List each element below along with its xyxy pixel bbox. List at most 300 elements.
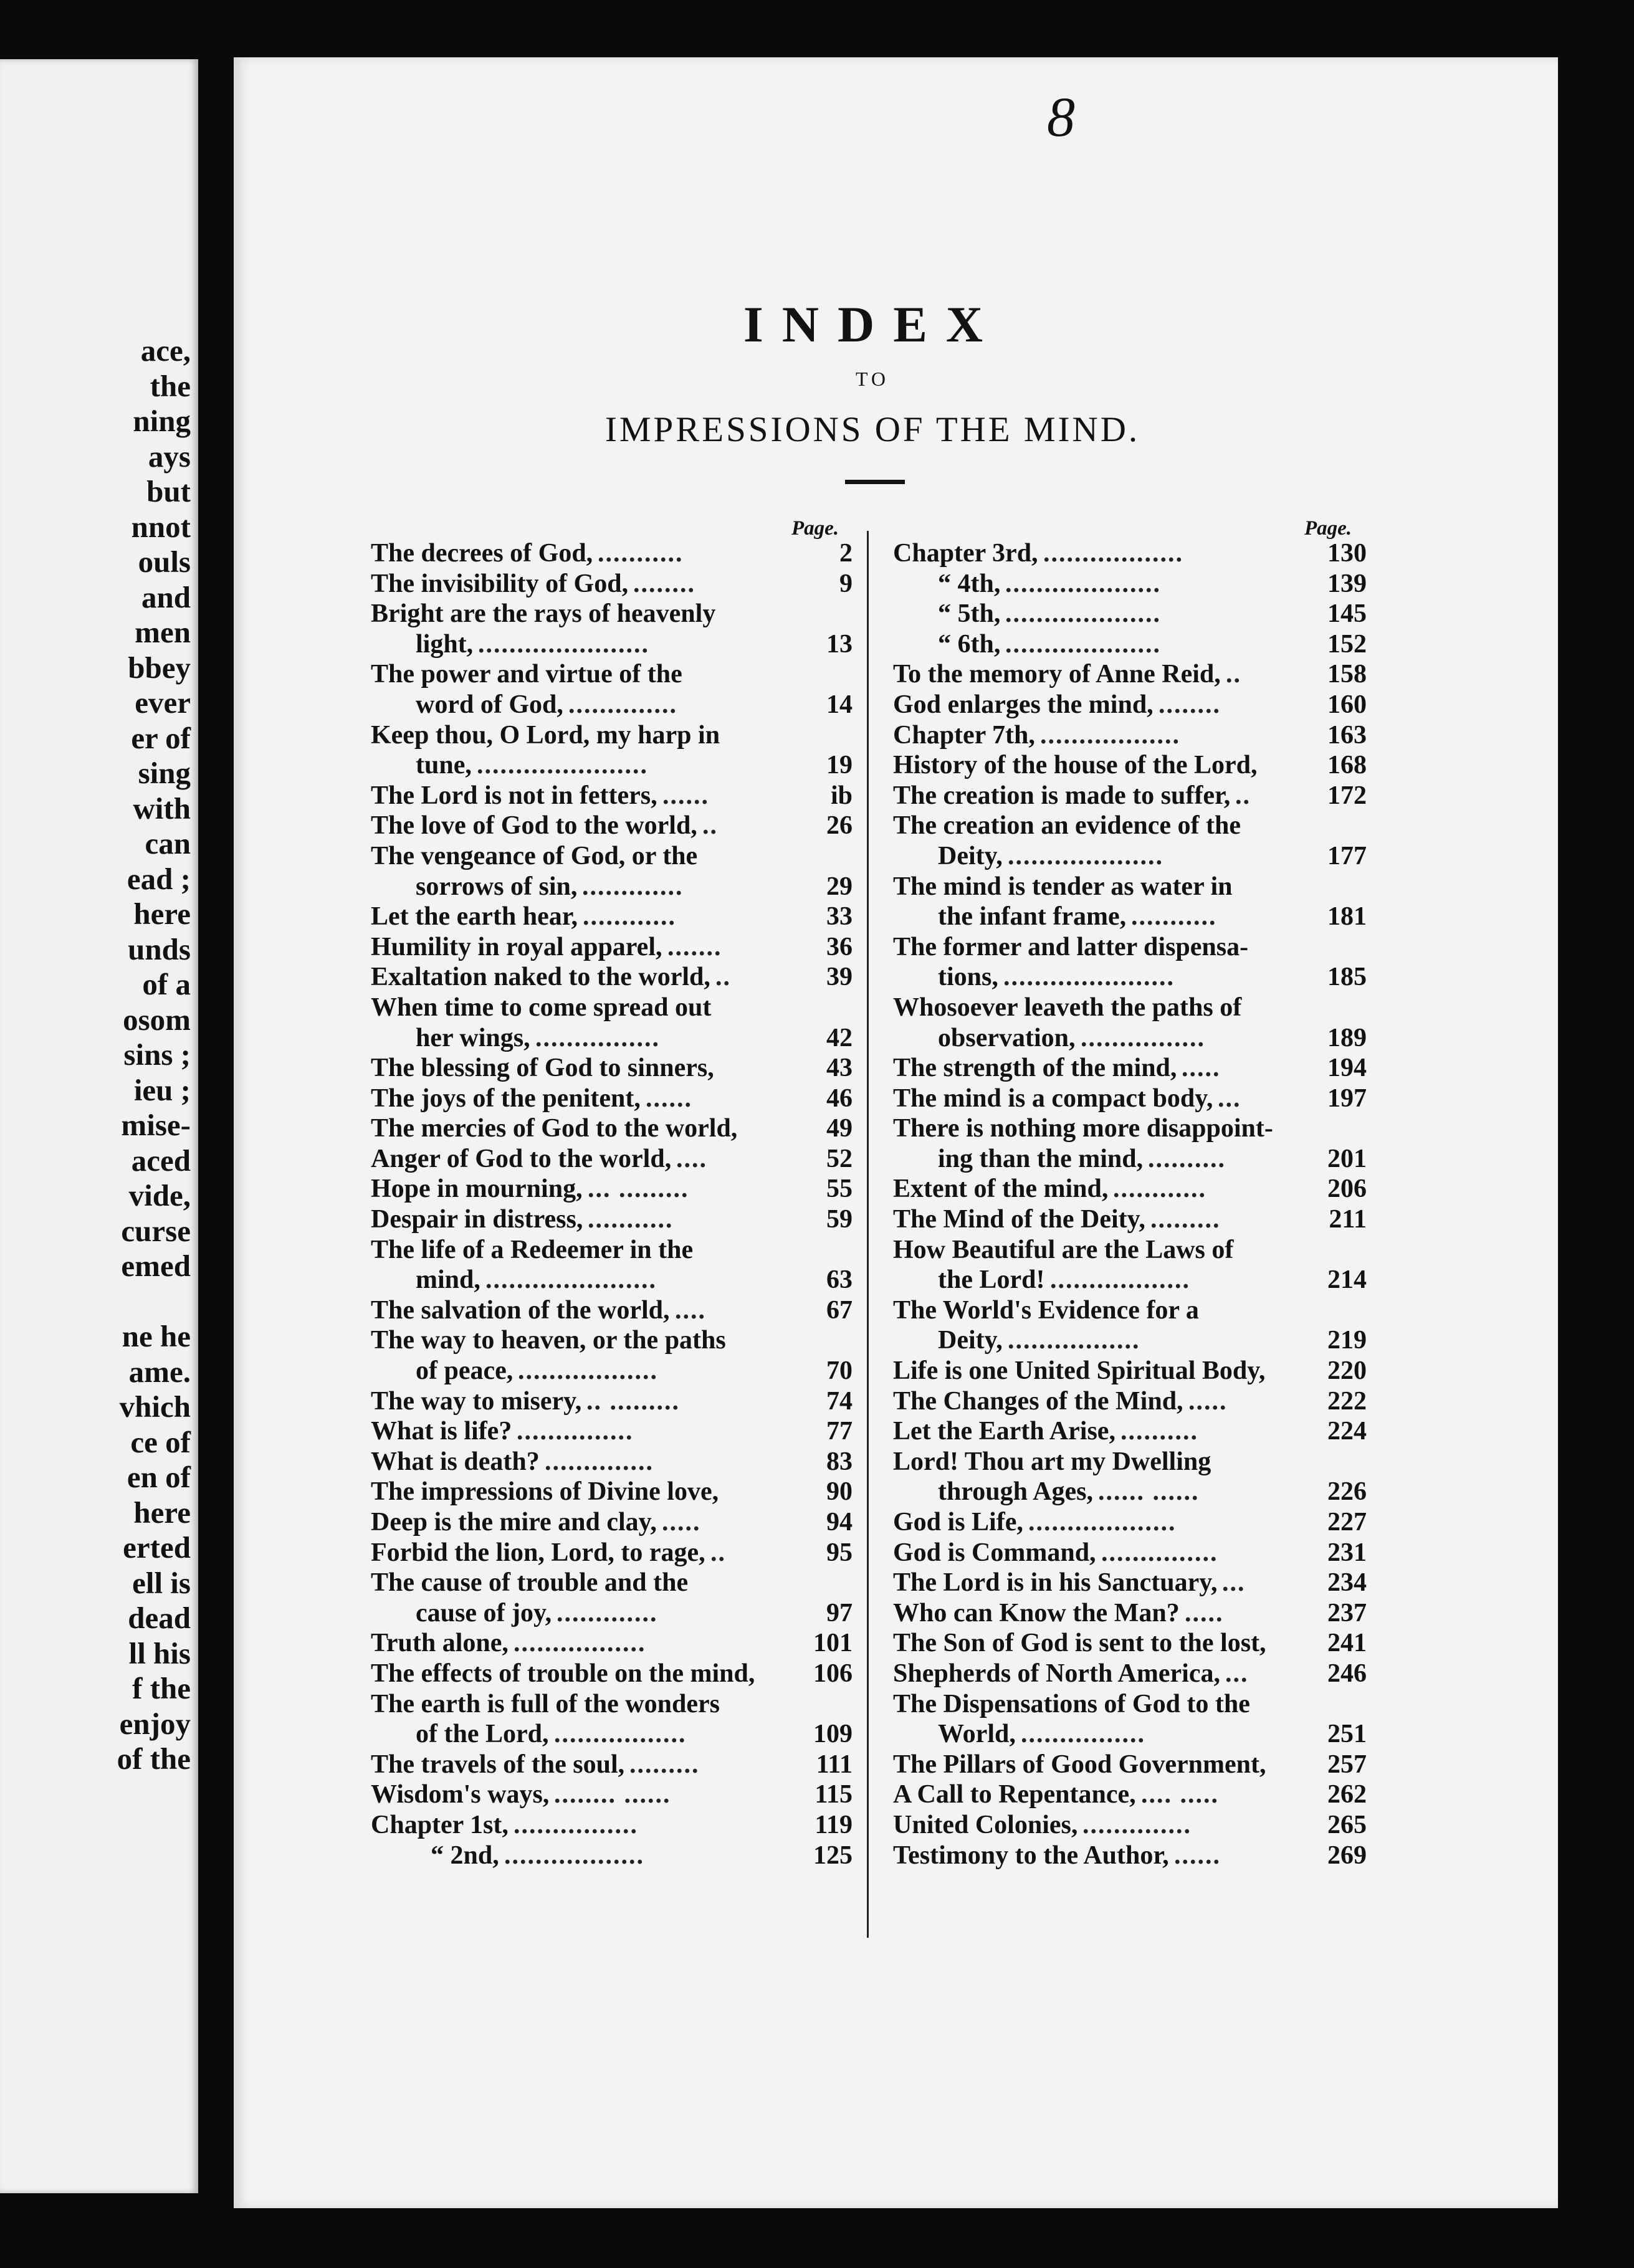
- index-entry: [893, 811, 1367, 841]
- entry-title: Truth alone,: [371, 1629, 509, 1658]
- entry-title: The Pillars of Good Government,: [893, 1750, 1266, 1779]
- index-entry: [893, 1204, 1367, 1235]
- entry-title: The earth is full of the wonders: [371, 1689, 720, 1718]
- entry-leader-dots: ...............: [517, 1417, 634, 1446]
- index-entry: [371, 1538, 853, 1568]
- entry-leader-dots: ..: [710, 1538, 726, 1567]
- entry-page-number: 241: [1327, 1629, 1367, 1658]
- entry-title: observation,: [938, 1023, 1076, 1052]
- index-entry: [893, 659, 1367, 690]
- entry-page-number: 234: [1327, 1568, 1367, 1598]
- index-entry: [371, 1841, 853, 1871]
- entry-title: sorrows of sin,: [416, 872, 578, 901]
- entry-page-number: 9: [839, 569, 853, 598]
- entry-page-number: 194: [1327, 1054, 1367, 1083]
- index-entry: [371, 1416, 853, 1447]
- index-entry: [893, 1386, 1367, 1417]
- entry-page-number: 237: [1327, 1598, 1367, 1627]
- entry-page-number: 13: [826, 629, 853, 659]
- entry-title: What is death?: [371, 1447, 540, 1476]
- entry-page-number: 83: [826, 1447, 853, 1476]
- facing-page-fragment: [0, 59, 198, 2193]
- entry-title: The vengeance of God, or the: [371, 841, 698, 870]
- entry-title: The creation an evidence of the: [893, 811, 1241, 841]
- entry-page-number: 43: [826, 1054, 853, 1083]
- entry-title: “ 4th,: [938, 569, 1001, 598]
- entry-title: The power and virtue of the: [371, 660, 682, 689]
- entry-leader-dots: .................: [554, 1720, 687, 1749]
- entry-leader-dots: .. .........: [586, 1386, 680, 1416]
- index-entry: [893, 841, 1367, 872]
- index-entry: [893, 1689, 1367, 1720]
- entry-page-number: 119: [815, 1810, 853, 1839]
- index-entry: [893, 1416, 1367, 1447]
- entry-leader-dots: .........: [629, 1750, 700, 1779]
- index-entry: [371, 1053, 853, 1084]
- index-entry: [371, 1204, 853, 1235]
- entry-title: The Dispensations of God to the: [893, 1689, 1250, 1718]
- index-entry: [371, 1810, 853, 1841]
- entry-leader-dots: ...: [1218, 1084, 1241, 1113]
- entry-page-number: 42: [826, 1023, 853, 1052]
- entry-title: Life is one United Spiritual Body,: [893, 1356, 1266, 1386]
- entry-page-number: 211: [1329, 1205, 1367, 1234]
- index-entry: [893, 1447, 1367, 1477]
- index-entry: [371, 538, 853, 569]
- entry-page-number: 214: [1327, 1265, 1367, 1295]
- entry-leader-dots: .............: [582, 872, 684, 901]
- entry-title: United Colonies,: [893, 1810, 1078, 1839]
- entry-leader-dots: .................: [1008, 1326, 1140, 1355]
- index-entry: [893, 1265, 1367, 1295]
- entry-title: Testimony to the Author,: [893, 1841, 1169, 1870]
- entry-leader-dots: ..: [702, 811, 718, 841]
- facing-page-line: ieu ;: [133, 1072, 191, 1107]
- index-entry: [371, 1235, 853, 1265]
- index-entry: [893, 538, 1367, 569]
- entry-leader-dots: ......................: [478, 629, 649, 659]
- entry-leader-dots: .............: [557, 1598, 658, 1627]
- entry-title: The impressions of Divine love,: [371, 1477, 719, 1507]
- index-entry: [893, 599, 1367, 629]
- facing-page-line: ace,: [140, 333, 191, 368]
- entry-title: When time to come spread out: [371, 993, 712, 1022]
- entry-leader-dots: .....: [662, 1508, 701, 1537]
- page-header-left: Page.: [791, 517, 839, 540]
- entry-title: How Beautiful are the Laws of: [893, 1235, 1234, 1264]
- entry-page-number: 265: [1327, 1810, 1367, 1839]
- index-entry: [371, 841, 853, 872]
- entry-title: Deity,: [938, 841, 1003, 870]
- index-entry: [371, 599, 853, 629]
- entry-page-number: 181: [1327, 902, 1367, 932]
- entry-page-number: 70: [826, 1356, 853, 1386]
- entry-title: word of God,: [416, 690, 563, 719]
- entry-title: of peace,: [416, 1356, 514, 1386]
- entry-page-number: 101: [813, 1629, 853, 1658]
- entry-page-number: 227: [1327, 1508, 1367, 1537]
- entry-leader-dots: ................: [1081, 1023, 1205, 1052]
- title-rule: [845, 480, 905, 484]
- entry-title: The way to misery,: [371, 1386, 582, 1416]
- entry-title: The cause of trouble and the: [371, 1568, 689, 1598]
- entry-page-number: 67: [826, 1295, 853, 1325]
- index-entry: [371, 1750, 853, 1780]
- index-entry: [893, 1053, 1367, 1084]
- facing-page-line: ning: [133, 404, 191, 438]
- entry-title: The creation is made to suffer,: [893, 781, 1231, 810]
- entry-page-number: 111: [816, 1750, 853, 1779]
- index-entry: [371, 811, 853, 841]
- facing-page-line: ever: [135, 685, 191, 720]
- facing-page-line: f the: [132, 1671, 191, 1705]
- facing-page-line: of the: [117, 1742, 191, 1776]
- entry-title: mind,: [416, 1265, 480, 1295]
- entry-leader-dots: ..................: [1050, 1265, 1190, 1295]
- facing-page-line: ne he: [122, 1319, 191, 1353]
- facing-page-line: sins ;: [123, 1037, 191, 1072]
- facing-page-line: can: [145, 826, 191, 860]
- entry-page-number: 14: [826, 690, 853, 719]
- entry-title: The mercies of God to the world,: [371, 1114, 738, 1143]
- facing-page-line: vhich: [119, 1389, 191, 1424]
- entry-title: ing than the mind,: [938, 1144, 1144, 1173]
- facing-page-line: en of: [127, 1460, 191, 1494]
- entry-title: Forbid the lion, Lord, to rage,: [371, 1538, 705, 1567]
- facing-page-line: enjoy: [119, 1706, 191, 1741]
- index-entry: [371, 962, 853, 993]
- index-entry: [893, 1477, 1367, 1507]
- entry-page-number: 158: [1327, 660, 1367, 689]
- entry-page-number: 130: [1327, 539, 1367, 568]
- facing-page-line: but: [146, 474, 191, 508]
- entry-title: Whosoever leaveth the paths of: [893, 993, 1242, 1022]
- index-entry: [893, 1023, 1367, 1054]
- entry-leader-dots: ........ ......: [554, 1780, 671, 1809]
- facing-page-line: ell is: [132, 1565, 191, 1600]
- index-entry: [371, 1568, 853, 1598]
- entry-page-number: 226: [1327, 1477, 1367, 1507]
- entry-title: God enlarges the mind,: [893, 690, 1154, 719]
- entry-leader-dots: ..............: [568, 690, 677, 719]
- index-entry: [893, 1144, 1367, 1174]
- entry-title: The Son of God is sent to the lost,: [893, 1629, 1266, 1658]
- entry-title: Let the earth hear,: [371, 902, 578, 932]
- index-entry: [893, 1507, 1367, 1538]
- entry-leader-dots: ..................: [1040, 720, 1180, 750]
- entry-leader-dots: ......: [1174, 1841, 1221, 1870]
- entry-leader-dots: ...............: [1101, 1538, 1218, 1567]
- index-entry: [893, 1295, 1367, 1326]
- index-entry: [371, 1659, 853, 1689]
- entry-title: Lord! Thou art my Dwelling: [893, 1447, 1211, 1476]
- index-entry: [893, 1356, 1367, 1386]
- index-entry: [371, 1507, 853, 1538]
- index-column-left: [371, 538, 853, 1870]
- entry-page-number: 52: [826, 1144, 853, 1173]
- index-entry: [893, 1719, 1367, 1750]
- entry-title: “ 5th,: [938, 599, 1001, 629]
- index-entry: [893, 629, 1367, 660]
- facing-page-line: ays: [148, 439, 191, 474]
- entry-leader-dots: .....: [1185, 1598, 1224, 1627]
- entry-leader-dots: .......: [667, 932, 722, 961]
- entry-page-number: 63: [826, 1265, 853, 1295]
- entry-page-number: 77: [826, 1417, 853, 1446]
- entry-title: A Call to Repentance,: [893, 1780, 1136, 1809]
- entry-page-number: 29: [826, 872, 853, 901]
- entry-title: The travels of the soul,: [371, 1750, 625, 1779]
- facing-page-line: aced: [131, 1143, 191, 1178]
- facing-page-line: ce of: [130, 1424, 191, 1459]
- index-entry: [893, 690, 1367, 720]
- index-entry: [893, 962, 1367, 993]
- entry-title: The life of a Redeemer in the: [371, 1235, 694, 1264]
- entry-title: Exaltation naked to the world,: [371, 963, 710, 992]
- entry-leader-dots: ................: [514, 1810, 638, 1839]
- index-entry: [893, 932, 1367, 963]
- index-entry: [371, 932, 853, 963]
- index-entry: [371, 1628, 853, 1659]
- entry-title: Hope in mourning,: [371, 1174, 583, 1204]
- entry-title: of the Lord,: [416, 1720, 549, 1749]
- facing-page-line: ead ;: [127, 861, 191, 896]
- book-subtitle: IMPRESSIONS OF THE MIND.: [604, 410, 1140, 449]
- entry-page-number: 46: [826, 1084, 853, 1113]
- entry-leader-dots: ..........: [1148, 1144, 1226, 1173]
- entry-page-number: 74: [826, 1386, 853, 1416]
- index-entry: [371, 1325, 853, 1356]
- entry-title: the infant frame,: [938, 902, 1127, 932]
- entry-title: Chapter 7th,: [893, 720, 1035, 750]
- index-entry: [371, 1113, 853, 1144]
- index-entry: [371, 1295, 853, 1326]
- index-entry: [893, 1810, 1367, 1841]
- entry-title: The Mind of the Deity,: [893, 1205, 1145, 1234]
- entry-leader-dots: ......: [646, 1084, 692, 1113]
- entry-page-number: 163: [1327, 720, 1367, 750]
- entry-page-number: 115: [815, 1780, 853, 1809]
- index-page: [234, 57, 1558, 2208]
- facing-page-line: the: [150, 368, 191, 403]
- index-entry: [893, 993, 1367, 1023]
- entry-page-number: 125: [813, 1841, 853, 1870]
- entry-leader-dots: ........: [633, 569, 695, 598]
- index-entry: [371, 1447, 853, 1477]
- entry-page-number: 246: [1327, 1659, 1367, 1688]
- facing-page-line: er of: [131, 720, 191, 755]
- entry-title: The love of God to the world,: [371, 811, 697, 841]
- page-number-mark: 8: [1047, 87, 1075, 148]
- entry-leader-dots: ..: [1235, 781, 1251, 810]
- index-entry: [371, 1084, 853, 1114]
- index-entry: [893, 1568, 1367, 1598]
- entry-leader-dots: .................: [514, 1629, 646, 1658]
- entry-title: Despair in distress,: [371, 1205, 583, 1234]
- index-entry: [371, 690, 853, 720]
- entry-page-number: 197: [1327, 1084, 1367, 1113]
- entry-page-number: 201: [1327, 1144, 1367, 1173]
- entry-title: Deity,: [938, 1326, 1003, 1355]
- entry-leader-dots: ...........: [588, 1205, 674, 1234]
- facing-page-line: ll his: [128, 1636, 191, 1670]
- entry-title: Deep is the mire and clay,: [371, 1508, 657, 1537]
- entry-title: tions,: [938, 963, 998, 992]
- entry-title: The way to heaven, or the paths: [371, 1326, 726, 1355]
- facing-page-line: vide,: [128, 1178, 191, 1213]
- entry-page-number: 168: [1327, 751, 1367, 780]
- index-entry: [893, 720, 1367, 751]
- entry-page-number: 97: [826, 1598, 853, 1627]
- facing-page-line: ouls: [138, 545, 191, 579]
- index-entry: [371, 629, 853, 660]
- index-entry: [371, 1174, 853, 1204]
- entry-leader-dots: ............: [1113, 1174, 1206, 1204]
- entry-page-number: 59: [826, 1205, 853, 1234]
- entry-title: Who can Know the Man?: [893, 1598, 1180, 1627]
- entry-page-number: 19: [826, 751, 853, 780]
- entry-page-number: 257: [1327, 1750, 1367, 1779]
- entry-page-number: 36: [826, 932, 853, 961]
- facing-page-line: with: [133, 791, 191, 826]
- entry-title: To the memory of Anne Reid,: [893, 660, 1221, 689]
- entry-leader-dots: ....: [676, 1144, 707, 1173]
- entry-page-number: 262: [1327, 1780, 1367, 1809]
- index-entry: [893, 1659, 1367, 1689]
- entry-leader-dots: ............: [583, 902, 676, 932]
- entry-page-number: 90: [826, 1477, 853, 1507]
- entry-leader-dots: .... .....: [1141, 1780, 1219, 1809]
- entry-page-number: 224: [1327, 1417, 1367, 1446]
- facing-page-line: unds: [128, 932, 191, 966]
- facing-page-line: curse: [121, 1213, 191, 1248]
- entry-title: Extent of the mind,: [893, 1174, 1109, 1204]
- entry-page-number: 231: [1327, 1538, 1367, 1567]
- entry-leader-dots: ... .........: [588, 1174, 689, 1204]
- entry-leader-dots: ...: [1222, 1568, 1246, 1598]
- entry-leader-dots: ....................: [1005, 629, 1161, 659]
- entry-leader-dots: ....................: [1008, 841, 1163, 870]
- entry-title: cause of joy,: [416, 1598, 552, 1627]
- facing-page-line: emed: [121, 1249, 191, 1283]
- index-entry: [371, 1144, 853, 1174]
- entry-page-number: 206: [1327, 1174, 1367, 1204]
- entry-page-number: 145: [1327, 599, 1367, 629]
- entry-leader-dots: ..................: [1043, 539, 1183, 568]
- index-entry: [371, 1386, 853, 1417]
- entry-title: The World's Evidence for a: [893, 1295, 1199, 1325]
- index-entry: [371, 1356, 853, 1386]
- facing-page-line: and: [141, 579, 191, 614]
- entry-title: her wings,: [416, 1023, 530, 1052]
- entry-title: through Ages,: [938, 1477, 1093, 1507]
- entry-leader-dots: ....................: [1005, 569, 1161, 598]
- facing-page-line: dead: [128, 1601, 191, 1635]
- index-entry: [893, 1780, 1367, 1810]
- entry-title: Shepherds of North America,: [893, 1659, 1220, 1688]
- entry-leader-dots: ..: [1226, 660, 1241, 689]
- entry-leader-dots: ..: [715, 963, 731, 992]
- entry-title: The decrees of God,: [371, 539, 593, 568]
- entry-page-number: 220: [1327, 1356, 1367, 1386]
- entry-title: The joys of the penitent,: [371, 1084, 641, 1113]
- entry-title: The effects of trouble on the mind,: [371, 1659, 755, 1688]
- entry-page-number: 49: [826, 1114, 853, 1143]
- entry-leader-dots: ...: [1225, 1659, 1249, 1688]
- entry-leader-dots: ......................: [1003, 963, 1175, 992]
- index-to-label: TO: [855, 368, 890, 390]
- entry-leader-dots: ....: [675, 1295, 706, 1325]
- entry-leader-dots: ......................: [477, 751, 648, 780]
- entry-leader-dots: .........: [1150, 1205, 1221, 1234]
- entry-page-number: 219: [1327, 1326, 1367, 1355]
- index-entry: [371, 569, 853, 599]
- index-entry: [371, 781, 853, 811]
- index-entry: [893, 902, 1367, 932]
- entry-title: History of the house of the Lord,: [893, 751, 1258, 780]
- entry-title: World,: [938, 1720, 1016, 1749]
- entry-page-number: 222: [1327, 1386, 1367, 1416]
- index-entry: [371, 1265, 853, 1295]
- entry-title: Humility in royal apparel,: [371, 932, 662, 961]
- index-entry: [371, 659, 853, 690]
- facing-page-line: osom: [123, 1002, 191, 1037]
- index-entry: [371, 993, 853, 1023]
- entry-title: the Lord!: [938, 1265, 1045, 1295]
- entry-title: God is Command,: [893, 1538, 1096, 1567]
- entry-leader-dots: ................: [1021, 1720, 1145, 1749]
- index-entry: [893, 1113, 1367, 1144]
- entry-page-number: 152: [1327, 629, 1367, 659]
- entry-page-number: 106: [813, 1659, 853, 1688]
- entry-title: “ 2nd,: [431, 1841, 499, 1870]
- index-entry: [893, 1174, 1367, 1204]
- index-entry: [893, 1750, 1367, 1780]
- entry-page-number: 160: [1327, 690, 1367, 719]
- facing-page-line: of a: [142, 967, 191, 1001]
- index-entry: [371, 1689, 853, 1720]
- entry-title: The former and latter dispensa-: [893, 932, 1249, 961]
- entry-title: “ 6th,: [938, 629, 1001, 659]
- entry-page-number: 95: [826, 1538, 853, 1567]
- facing-page-line: ame.: [128, 1354, 191, 1389]
- entry-leader-dots: ..............: [1082, 1810, 1192, 1839]
- entry-title: Let the Earth Arise,: [893, 1417, 1116, 1446]
- facing-page-line: men: [135, 615, 191, 649]
- entry-page-number: 33: [826, 902, 853, 932]
- entry-page-number: 185: [1327, 963, 1367, 992]
- entry-title: light,: [416, 629, 474, 659]
- entry-leader-dots: .....: [1182, 1054, 1221, 1083]
- entry-title: The Lord is not in fetters,: [371, 781, 657, 810]
- entry-page-number: 177: [1327, 841, 1367, 870]
- entry-title: tune,: [416, 751, 472, 780]
- facing-page-line: bbey: [128, 650, 191, 685]
- entry-page-number: 189: [1327, 1023, 1367, 1052]
- entry-page-number: 109: [813, 1720, 853, 1749]
- facing-page-line: nnot: [131, 509, 191, 544]
- entry-page-number: 269: [1327, 1841, 1367, 1870]
- entry-leader-dots: ...........: [598, 539, 684, 568]
- entry-leader-dots: ....................: [1005, 599, 1161, 629]
- entry-title: Chapter 1st,: [371, 1810, 509, 1839]
- entry-title: Keep thou, O Lord, my harp in: [371, 720, 720, 750]
- entry-leader-dots: ................: [535, 1023, 660, 1052]
- entry-leader-dots: ........: [1159, 690, 1221, 719]
- entry-title: The Changes of the Mind,: [893, 1386, 1183, 1416]
- entry-leader-dots: ......: [662, 781, 709, 810]
- entry-title: The invisibility of God,: [371, 569, 629, 598]
